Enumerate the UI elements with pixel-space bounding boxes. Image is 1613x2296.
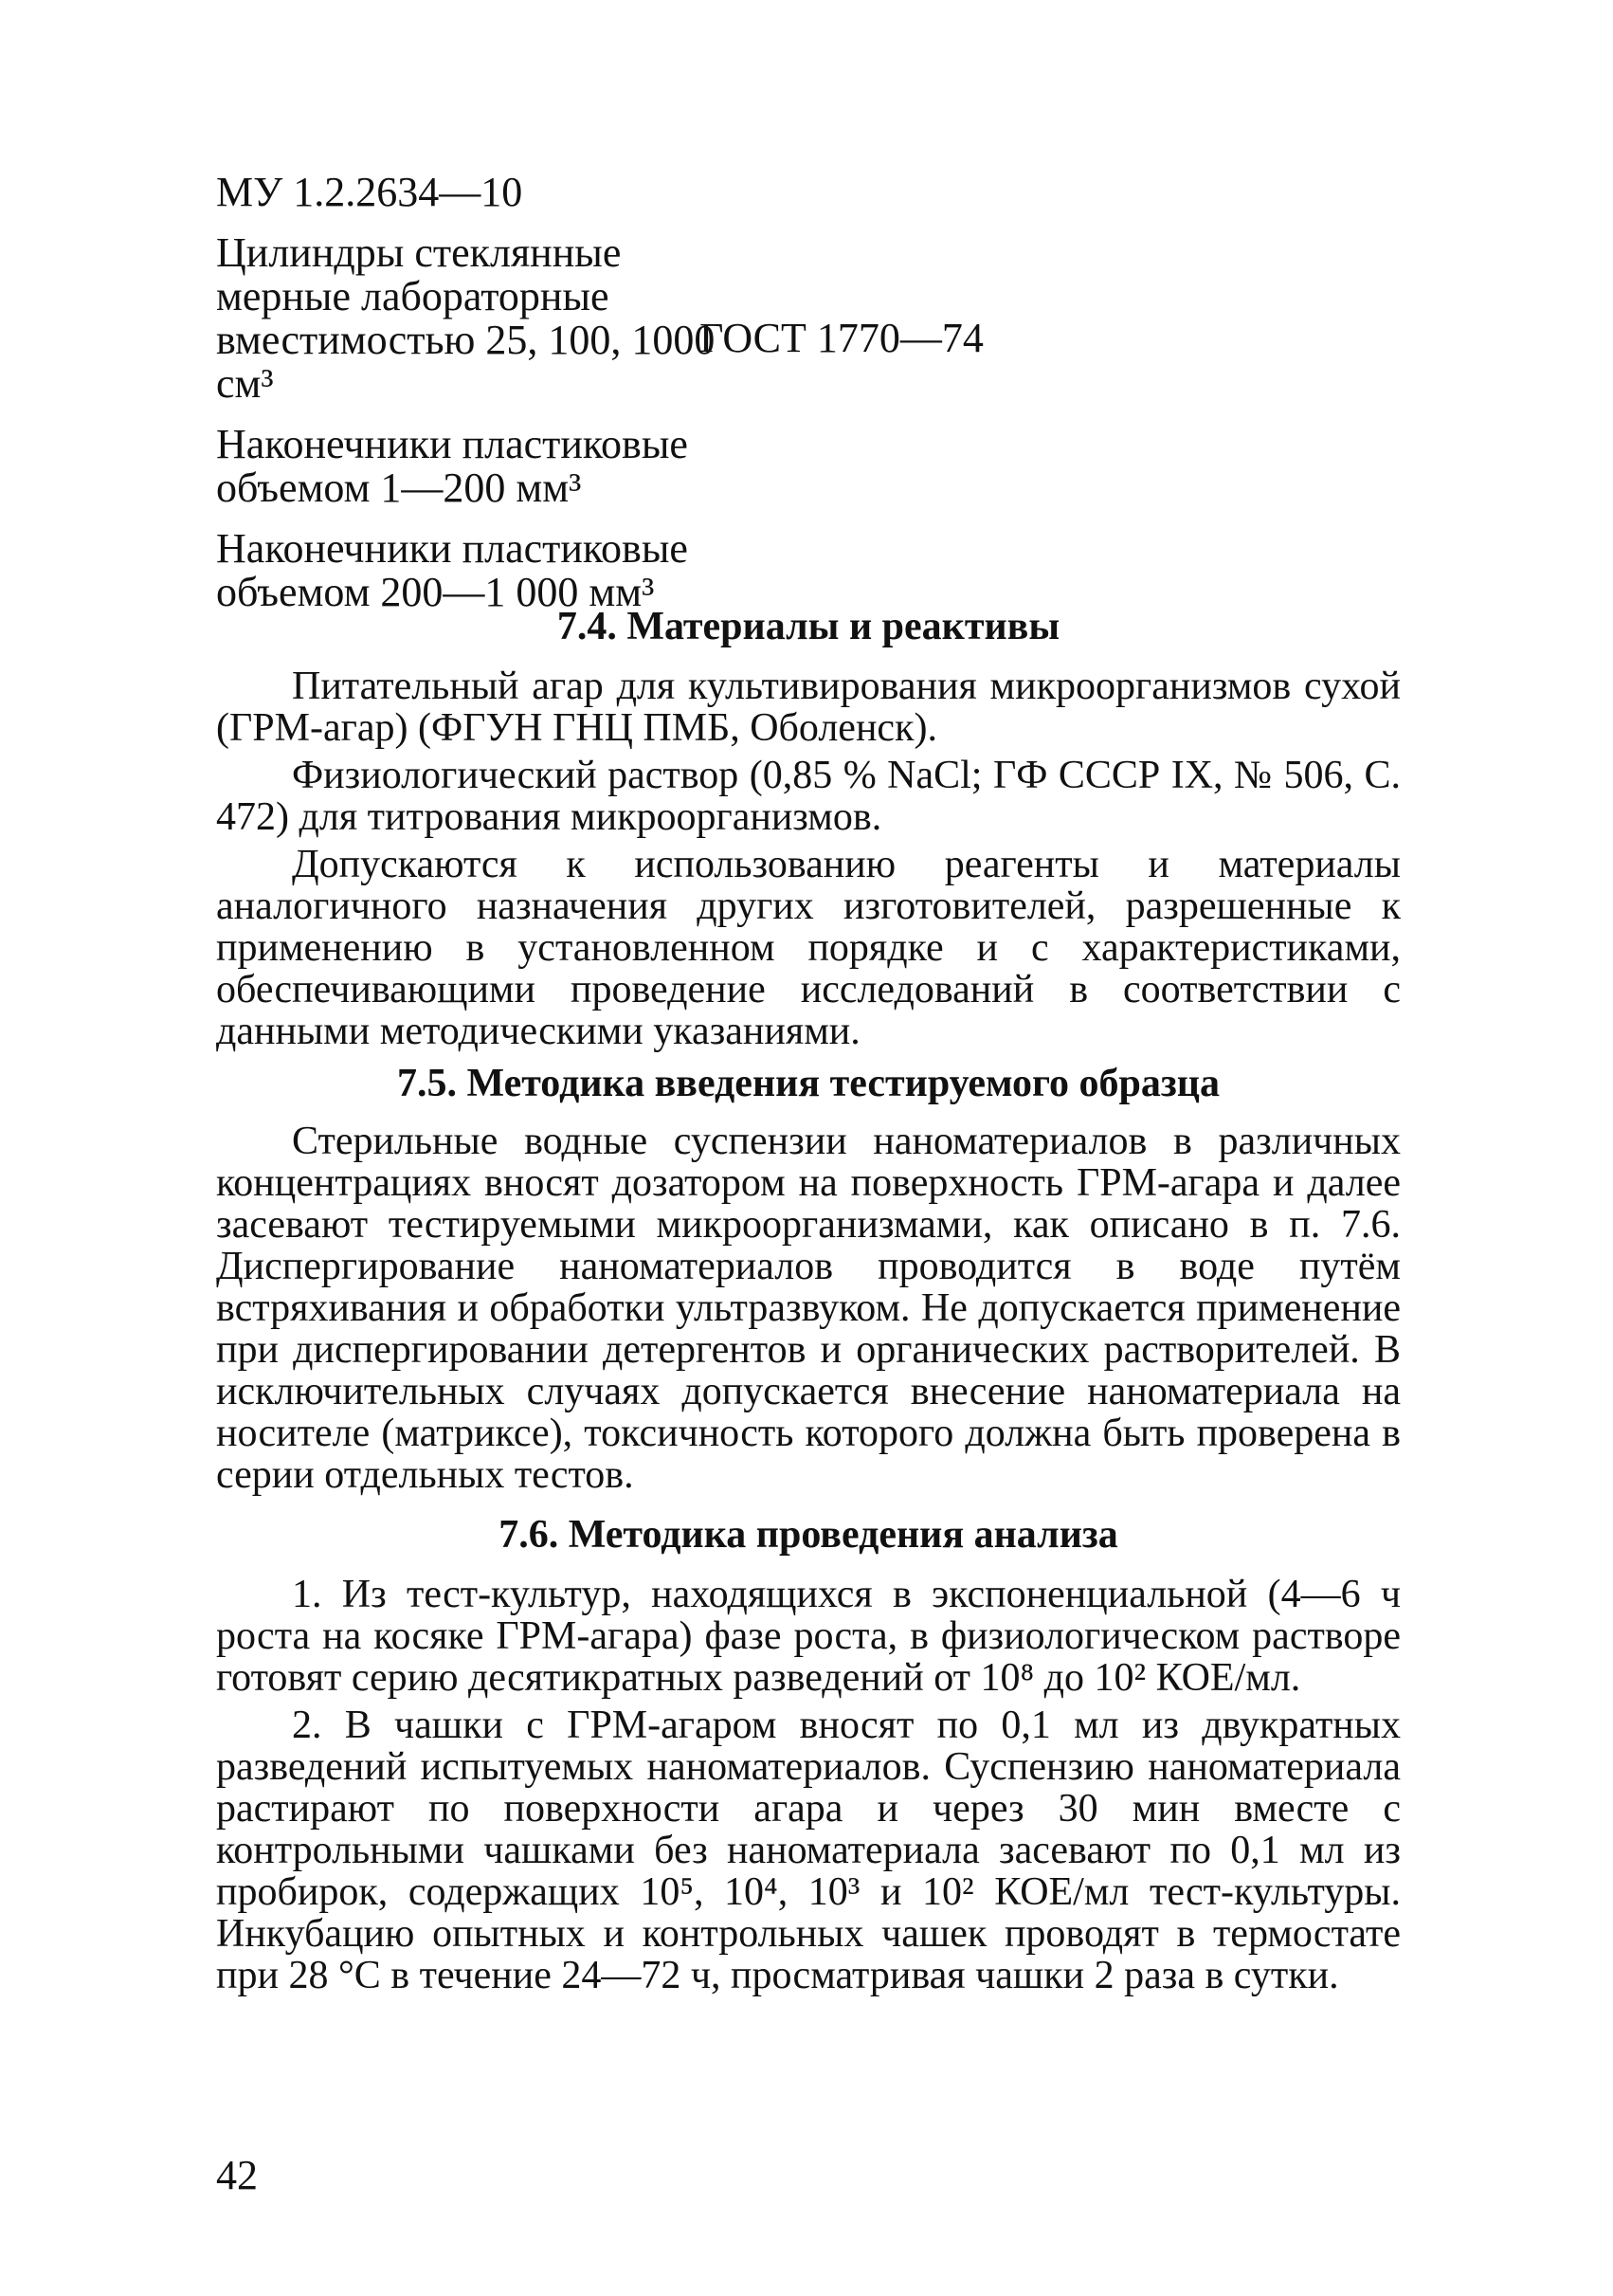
section-heading: 7.5. Методика введения тестируемого образца [397, 1062, 1220, 1105]
equipment-name: Наконечники пластиковые объемом 1—200 мм³ [216, 421, 688, 511]
equipment-name: Наконечники пластиковые объемом 200—1 000 мм³ [216, 525, 688, 615]
paragraph: 2. В чашки с ГРМ-агаром вносят по 0,1 мл из двукратных разведений испытуемых наноматериалов. Суспензию наноматериала растирают по поверхности агара и через 30 мин вместе с контрольными чашками без наноматериала засевают по 0,1 мл из пробирок, содержащих 10⁵, 10⁴, 10³ и 10² КОЕ/мл тест-культуры. Инкубацию опытных и контрольных чашек проводят в термостате при 28 °С в течение 24—72 ч, просматривая чашки 2 раза в сутки. [216, 1704, 1401, 1997]
paragraph: Стерильные водные суспензии наноматериалов в различных концентрациях вносят дозатором на поверхность ГРМ-агара и далее засевают тестируемыми микроорганизмами, как описано в п. 7.6. Диспергирование наноматериалов проводится в воде путём встряхивания и обработки ультразвуком. Не допускается применение при диспергировании детергентов и органических растворителей. В исключительных случаях допускается внесение наноматериала на носителе (матриксе), токсичность которого должна быть проверена в серии отдельных тестов. [216, 1120, 1401, 1497]
page-number: 42 [216, 2152, 258, 2198]
paragraph: Допускаются к использованию реагенты и материалы аналогичного назначения других изготовителей, разрешенные к применению в установленном порядке и с характеристиками, обеспечивающими проведение исследований в соответствии с данными методическими указаниями. [216, 843, 1401, 1053]
equipment-name: Цилиндры стеклянные мерные лабораторные вместимостью 25, 100, 1000 см³ [216, 229, 716, 407]
section-heading: 7.4. Материалы и реактивы [556, 605, 1060, 648]
section-body [216, 665, 1401, 1058]
equipment-item [216, 527, 747, 614]
section-heading: 7.6. Методика проведения анализа [498, 1513, 1118, 1557]
paragraph: 1. Из тест-культур, находящихся в экспоненциальной (4—6 ч роста на косяке ГРМ-агара) фазе роста, в физиологическом растворе готовят серию десятикратных разведений от 10⁸ до 10² КОЕ/мл. [216, 1573, 1401, 1700]
equipment-item [216, 423, 747, 510]
equipment-list [216, 171, 1401, 631]
equipment-standard: ГОСТ 1770—74 [699, 315, 984, 361]
paragraph: Физиологический раствор (0,85 % NaCl; ГФ СССР IX, № 506, С. 472) для титрования микроорганизмов. [216, 754, 1401, 839]
section-body [216, 1121, 1401, 1502]
section-body [216, 1574, 1401, 2002]
equipment-item [216, 231, 747, 406]
paragraph: Питательный агар для культивирования микроорганизмов сухой (ГРМ-агар) (ФГУН ГНЦ ПМБ, Оболенск). [216, 665, 1401, 750]
document-reference: МУ 1.2.2634—10 [216, 169, 523, 215]
